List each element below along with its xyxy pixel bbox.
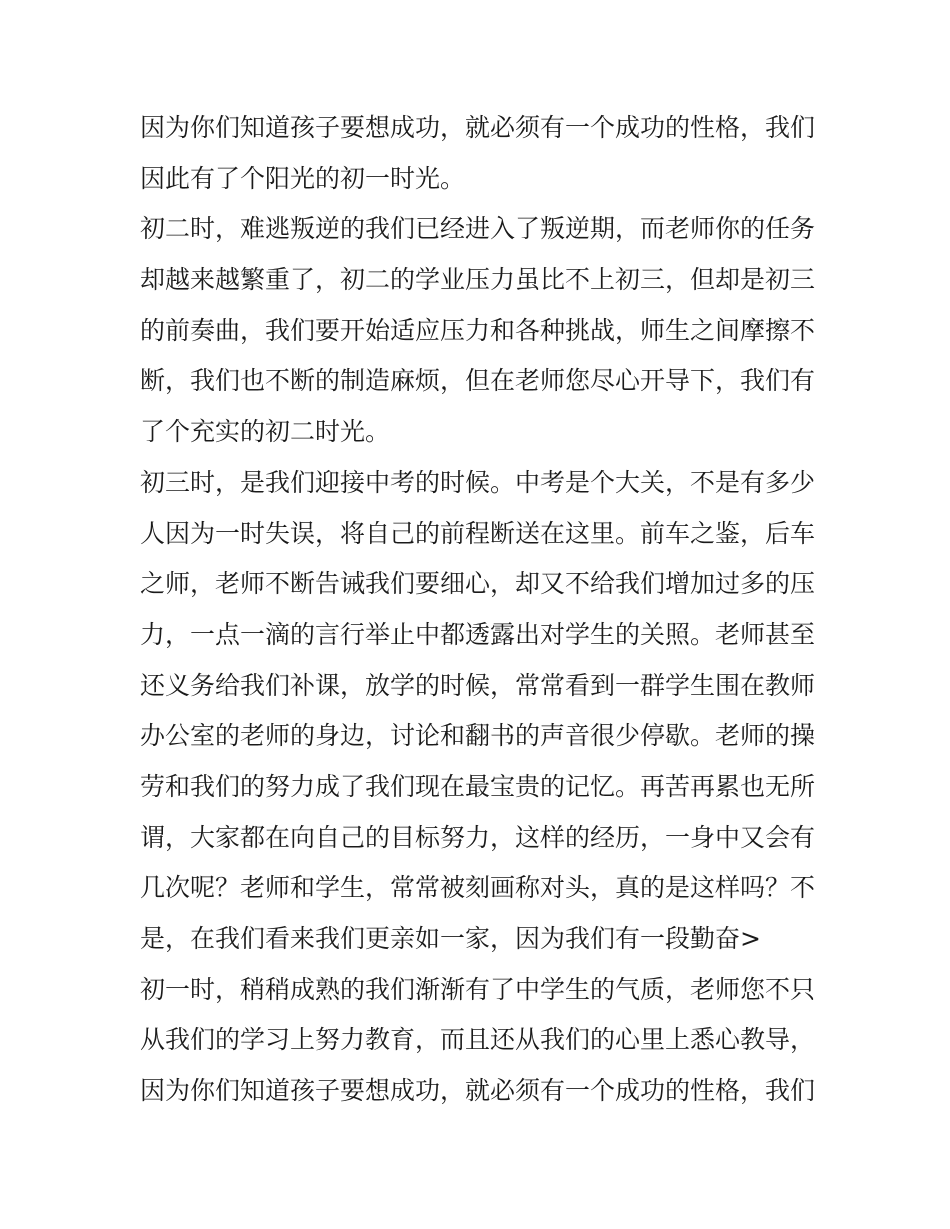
text-line: 谓，大家都在向自己的目标努力，这样的经历，一身中又会有: [140, 822, 816, 852]
body-text: [140, 103, 820, 1117]
text-line: 初三时，是我们迎接中考的时候。中考是个大关，不是有多少: [140, 467, 816, 497]
text-line: 了个充实的初二时光。: [140, 417, 391, 447]
text-line: 因为你们知道孩子要想成功，就必须有一个成功的性格，我们: [140, 113, 816, 142]
text-line: 从我们的学习上努力教育，而且还从我们的心里上悉心教导，: [140, 1025, 816, 1055]
text-line: 还义务给我们补课，放学的时候，常常看到一群学生围在教师: [140, 670, 816, 700]
text-line: 初一时，稍稍成熟的我们渐渐有了中学生的气质，老师您不只: [140, 974, 816, 1004]
text-line: 初二时，难逃叛逆的我们已经进入了叛逆期，而老师你的任务: [140, 214, 816, 244]
text-line: 力，一点一滴的言行举止中都透露出对学生的关照。老师甚至: [140, 619, 816, 649]
text-line: 几次呢？老师和学生，常常被刻画称对头，真的是这样吗？不: [140, 873, 816, 903]
text-line: 办公室的老师的身边，讨论和翻书的声音很少停歇。老师的操: [140, 721, 816, 751]
text-line: 是，在我们看来我们更亲如一家，因为我们有一段勤奋>: [140, 924, 761, 953]
text-line: 劳和我们的努力成了我们现在最宝贵的记忆。再苦再累也无所: [140, 771, 816, 801]
text-line: 断，我们也不断的制造麻烦，但在老师您尽心开导下，我们有: [140, 366, 816, 396]
text-line: 人因为一时失误，将自己的前程断送在这里。前车之鉴，后车: [140, 518, 816, 548]
text-line: 之师，老师不断告诫我们要细心，却又不给我们增加过多的压: [140, 569, 816, 599]
text-line: 因此有了个阳光的初一时光。: [140, 163, 466, 193]
text-line: 却越来越繁重了，初二的学业压力虽比不上初三，但却是初三: [140, 265, 816, 295]
text-line: 因为你们知道孩子要想成功，就必须有一个成功的性格，我们: [140, 1076, 816, 1106]
text-line: 的前奏曲，我们要开始适应压力和各种挑战，师生之间摩擦不: [140, 315, 816, 345]
